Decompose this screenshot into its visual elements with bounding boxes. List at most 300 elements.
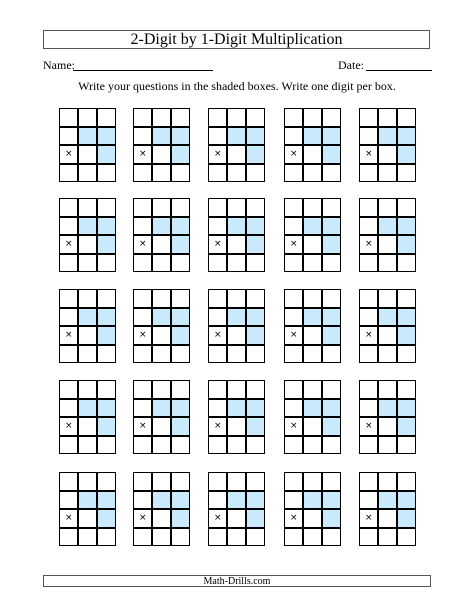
question-digit-box[interactable] bbox=[322, 326, 341, 345]
question-digit-box[interactable] bbox=[171, 417, 190, 436]
digit-box[interactable] bbox=[284, 345, 303, 364]
answer-line bbox=[284, 435, 341, 437]
digit-box[interactable] bbox=[303, 164, 322, 183]
digit-box[interactable] bbox=[284, 127, 303, 146]
digit-box[interactable] bbox=[359, 289, 378, 308]
digit-box[interactable] bbox=[97, 380, 116, 399]
digit-box[interactable] bbox=[133, 380, 152, 399]
answer-line bbox=[284, 163, 341, 165]
digit-box[interactable] bbox=[359, 399, 378, 418]
digit-box[interactable] bbox=[378, 472, 397, 491]
digit-box[interactable] bbox=[284, 399, 303, 418]
digit-box[interactable] bbox=[171, 436, 190, 455]
digit-box[interactable] bbox=[97, 108, 116, 127]
question-digit-box[interactable] bbox=[322, 491, 341, 510]
digit-box[interactable] bbox=[246, 254, 265, 273]
digit-box[interactable] bbox=[78, 254, 97, 273]
question-digit-box[interactable] bbox=[78, 308, 97, 327]
digit-box[interactable] bbox=[378, 380, 397, 399]
problem-grid bbox=[133, 380, 190, 454]
digit-box[interactable] bbox=[59, 308, 78, 327]
digit-box[interactable] bbox=[397, 254, 416, 273]
digit-box[interactable] bbox=[303, 326, 322, 345]
question-digit-box[interactable] bbox=[397, 217, 416, 236]
digit-box[interactable] bbox=[152, 345, 171, 364]
digit-box[interactable] bbox=[133, 528, 152, 547]
digit-box[interactable] bbox=[78, 528, 97, 547]
digit-box[interactable] bbox=[133, 164, 152, 183]
multiply-sign: × bbox=[290, 513, 298, 523]
question-digit-box[interactable] bbox=[227, 308, 246, 327]
answer-line bbox=[59, 435, 116, 437]
digit-box[interactable] bbox=[378, 235, 397, 254]
question-digit-box[interactable] bbox=[246, 399, 265, 418]
digit-box[interactable] bbox=[171, 108, 190, 127]
question-digit-box[interactable] bbox=[246, 145, 265, 164]
digit-box[interactable] bbox=[284, 308, 303, 327]
digit-box[interactable] bbox=[59, 108, 78, 127]
digit-box[interactable] bbox=[322, 528, 341, 547]
answer-line bbox=[359, 253, 416, 255]
digit-box[interactable] bbox=[152, 289, 171, 308]
digit-box[interactable] bbox=[397, 164, 416, 183]
digit-box[interactable] bbox=[133, 491, 152, 510]
digit-box[interactable] bbox=[246, 108, 265, 127]
digit-box[interactable] bbox=[284, 491, 303, 510]
question-digit-box[interactable] bbox=[322, 235, 341, 254]
multiply-sign: × bbox=[139, 239, 147, 249]
question-digit-box[interactable] bbox=[322, 509, 341, 528]
question-digit-box[interactable] bbox=[227, 127, 246, 146]
digit-box[interactable] bbox=[303, 145, 322, 164]
digit-box[interactable] bbox=[59, 164, 78, 183]
question-digit-box[interactable] bbox=[397, 417, 416, 436]
digit-box[interactable] bbox=[78, 417, 97, 436]
digit-box[interactable] bbox=[303, 235, 322, 254]
digit-box[interactable] bbox=[303, 528, 322, 547]
question-digit-box[interactable] bbox=[97, 417, 116, 436]
digit-box[interactable] bbox=[171, 380, 190, 399]
question-digit-box[interactable] bbox=[227, 399, 246, 418]
digit-box[interactable] bbox=[78, 472, 97, 491]
digit-box[interactable] bbox=[284, 472, 303, 491]
digit-box[interactable] bbox=[133, 254, 152, 273]
digit-box[interactable] bbox=[322, 472, 341, 491]
digit-box[interactable] bbox=[359, 164, 378, 183]
digit-box[interactable] bbox=[284, 380, 303, 399]
digit-box[interactable] bbox=[303, 254, 322, 273]
digit-box[interactable] bbox=[303, 509, 322, 528]
digit-box[interactable] bbox=[78, 108, 97, 127]
digit-box[interactable] bbox=[227, 164, 246, 183]
digit-box[interactable] bbox=[78, 164, 97, 183]
digit-box[interactable] bbox=[59, 345, 78, 364]
digit-box[interactable] bbox=[208, 164, 227, 183]
problem-grid bbox=[284, 108, 341, 182]
digit-box[interactable] bbox=[303, 472, 322, 491]
question-digit-box[interactable] bbox=[152, 491, 171, 510]
digit-box[interactable] bbox=[59, 399, 78, 418]
digit-box[interactable] bbox=[97, 345, 116, 364]
digit-box[interactable] bbox=[378, 436, 397, 455]
digit-box[interactable] bbox=[284, 528, 303, 547]
question-digit-box[interactable] bbox=[171, 127, 190, 146]
digit-box[interactable] bbox=[322, 198, 341, 217]
digit-box[interactable] bbox=[378, 254, 397, 273]
digit-box[interactable] bbox=[152, 164, 171, 183]
digit-box[interactable] bbox=[97, 164, 116, 183]
digit-box[interactable] bbox=[284, 289, 303, 308]
digit-box[interactable] bbox=[359, 108, 378, 127]
digit-box[interactable] bbox=[97, 436, 116, 455]
digit-box[interactable] bbox=[322, 345, 341, 364]
digit-box[interactable] bbox=[133, 198, 152, 217]
question-digit-box[interactable] bbox=[322, 127, 341, 146]
digit-box[interactable] bbox=[208, 399, 227, 418]
digit-box[interactable] bbox=[397, 198, 416, 217]
digit-box[interactable] bbox=[97, 198, 116, 217]
question-digit-box[interactable] bbox=[378, 217, 397, 236]
digit-box[interactable] bbox=[227, 436, 246, 455]
digit-box[interactable] bbox=[303, 198, 322, 217]
digit-box[interactable] bbox=[171, 289, 190, 308]
digit-box[interactable] bbox=[208, 491, 227, 510]
question-digit-box[interactable] bbox=[303, 127, 322, 146]
digit-box[interactable] bbox=[78, 380, 97, 399]
digit-box[interactable] bbox=[359, 127, 378, 146]
digit-box[interactable] bbox=[227, 345, 246, 364]
question-digit-box[interactable] bbox=[397, 127, 416, 146]
digit-box[interactable] bbox=[378, 345, 397, 364]
digit-box[interactable] bbox=[227, 145, 246, 164]
digit-box[interactable] bbox=[97, 289, 116, 308]
question-digit-box[interactable] bbox=[171, 308, 190, 327]
digit-box[interactable] bbox=[78, 436, 97, 455]
digit-box[interactable] bbox=[133, 217, 152, 236]
question-digit-box[interactable] bbox=[246, 217, 265, 236]
digit-box[interactable] bbox=[59, 528, 78, 547]
digit-box[interactable] bbox=[322, 254, 341, 273]
question-digit-box[interactable] bbox=[97, 308, 116, 327]
question-digit-box[interactable] bbox=[171, 217, 190, 236]
digit-box[interactable] bbox=[133, 472, 152, 491]
digit-box[interactable] bbox=[133, 308, 152, 327]
digit-box[interactable] bbox=[133, 289, 152, 308]
question-digit-box[interactable] bbox=[97, 491, 116, 510]
question-digit-box[interactable] bbox=[97, 326, 116, 345]
question-digit-box[interactable] bbox=[152, 217, 171, 236]
digit-box[interactable] bbox=[133, 436, 152, 455]
digit-box[interactable] bbox=[284, 436, 303, 455]
digit-box[interactable] bbox=[133, 399, 152, 418]
digit-box[interactable] bbox=[359, 436, 378, 455]
digit-box[interactable] bbox=[59, 198, 78, 217]
digit-box[interactable] bbox=[322, 436, 341, 455]
question-digit-box[interactable] bbox=[397, 145, 416, 164]
digit-box[interactable] bbox=[152, 436, 171, 455]
question-digit-box[interactable] bbox=[97, 509, 116, 528]
digit-box[interactable] bbox=[59, 254, 78, 273]
question-digit-box[interactable] bbox=[322, 217, 341, 236]
digit-box[interactable] bbox=[359, 254, 378, 273]
question-digit-box[interactable] bbox=[397, 509, 416, 528]
question-digit-box[interactable] bbox=[397, 491, 416, 510]
worksheet-title: 2-Digit by 1-Digit Multiplication bbox=[43, 30, 430, 49]
digit-box[interactable] bbox=[246, 472, 265, 491]
digit-box[interactable] bbox=[208, 217, 227, 236]
digit-box[interactable] bbox=[152, 326, 171, 345]
digit-box[interactable] bbox=[227, 417, 246, 436]
question-digit-box[interactable] bbox=[246, 509, 265, 528]
digit-box[interactable] bbox=[171, 472, 190, 491]
digit-box[interactable] bbox=[97, 254, 116, 273]
digit-box[interactable] bbox=[303, 345, 322, 364]
digit-box[interactable] bbox=[171, 528, 190, 547]
question-digit-box[interactable] bbox=[152, 127, 171, 146]
question-digit-box[interactable] bbox=[322, 145, 341, 164]
question-digit-box[interactable] bbox=[378, 399, 397, 418]
digit-box[interactable] bbox=[359, 528, 378, 547]
answer-line bbox=[208, 435, 265, 437]
question-digit-box[interactable] bbox=[322, 399, 341, 418]
digit-box[interactable] bbox=[133, 108, 152, 127]
digit-box[interactable] bbox=[284, 198, 303, 217]
digit-box[interactable] bbox=[59, 491, 78, 510]
digit-box[interactable] bbox=[227, 254, 246, 273]
digit-box[interactable] bbox=[59, 380, 78, 399]
question-digit-box[interactable] bbox=[171, 509, 190, 528]
digit-box[interactable] bbox=[78, 326, 97, 345]
digit-box[interactable] bbox=[78, 145, 97, 164]
digit-box[interactable] bbox=[378, 417, 397, 436]
question-digit-box[interactable] bbox=[397, 399, 416, 418]
question-digit-box[interactable] bbox=[378, 127, 397, 146]
digit-box[interactable] bbox=[208, 436, 227, 455]
digit-box[interactable] bbox=[59, 472, 78, 491]
digit-box[interactable] bbox=[59, 436, 78, 455]
answer-line bbox=[133, 344, 190, 346]
digit-box[interactable] bbox=[284, 254, 303, 273]
digit-box[interactable] bbox=[246, 198, 265, 217]
question-digit-box[interactable] bbox=[303, 308, 322, 327]
problem-grid bbox=[359, 198, 416, 272]
digit-box[interactable] bbox=[208, 380, 227, 399]
answer-line bbox=[59, 344, 116, 346]
digit-box[interactable] bbox=[227, 108, 246, 127]
digit-box[interactable] bbox=[208, 308, 227, 327]
digit-box[interactable] bbox=[208, 345, 227, 364]
digit-box[interactable] bbox=[246, 289, 265, 308]
digit-box[interactable] bbox=[359, 472, 378, 491]
digit-box[interactable] bbox=[284, 217, 303, 236]
problem-grid bbox=[284, 380, 341, 454]
digit-box[interactable] bbox=[246, 380, 265, 399]
digit-box[interactable] bbox=[97, 528, 116, 547]
digit-box[interactable] bbox=[359, 345, 378, 364]
question-digit-box[interactable] bbox=[171, 145, 190, 164]
digit-box[interactable] bbox=[397, 289, 416, 308]
digit-box[interactable] bbox=[378, 528, 397, 547]
question-digit-box[interactable] bbox=[171, 326, 190, 345]
digit-box[interactable] bbox=[246, 164, 265, 183]
digit-box[interactable] bbox=[378, 108, 397, 127]
digit-box[interactable] bbox=[152, 472, 171, 491]
question-digit-box[interactable] bbox=[97, 399, 116, 418]
digit-box[interactable] bbox=[284, 164, 303, 183]
answer-line bbox=[133, 253, 190, 255]
digit-box[interactable] bbox=[397, 528, 416, 547]
digit-box[interactable] bbox=[397, 345, 416, 364]
digit-box[interactable] bbox=[246, 345, 265, 364]
digit-box[interactable] bbox=[303, 436, 322, 455]
question-digit-box[interactable] bbox=[78, 399, 97, 418]
digit-box[interactable] bbox=[378, 198, 397, 217]
question-digit-box[interactable] bbox=[397, 235, 416, 254]
answer-line bbox=[59, 527, 116, 529]
multiply-sign: × bbox=[65, 330, 73, 340]
digit-box[interactable] bbox=[78, 198, 97, 217]
digit-box[interactable] bbox=[133, 345, 152, 364]
digit-box[interactable] bbox=[171, 345, 190, 364]
question-digit-box[interactable] bbox=[171, 235, 190, 254]
digit-box[interactable] bbox=[227, 528, 246, 547]
question-digit-box[interactable] bbox=[227, 217, 246, 236]
digit-box[interactable] bbox=[359, 198, 378, 217]
digit-box[interactable] bbox=[152, 254, 171, 273]
digit-box[interactable] bbox=[303, 289, 322, 308]
digit-box[interactable] bbox=[322, 164, 341, 183]
question-digit-box[interactable] bbox=[152, 399, 171, 418]
digit-box[interactable] bbox=[208, 127, 227, 146]
digit-box[interactable] bbox=[303, 108, 322, 127]
digit-box[interactable] bbox=[246, 436, 265, 455]
digit-box[interactable] bbox=[322, 380, 341, 399]
digit-box[interactable] bbox=[59, 127, 78, 146]
question-digit-box[interactable] bbox=[78, 491, 97, 510]
multiply-sign: × bbox=[65, 149, 73, 159]
digit-box[interactable] bbox=[208, 472, 227, 491]
problem-grid bbox=[133, 108, 190, 182]
answer-line bbox=[133, 435, 190, 437]
multiply-sign: × bbox=[65, 513, 73, 523]
question-digit-box[interactable] bbox=[78, 217, 97, 236]
digit-box[interactable] bbox=[152, 198, 171, 217]
digit-box[interactable] bbox=[97, 472, 116, 491]
question-digit-box[interactable] bbox=[303, 399, 322, 418]
digit-box[interactable] bbox=[78, 509, 97, 528]
digit-box[interactable] bbox=[378, 326, 397, 345]
digit-box[interactable] bbox=[152, 380, 171, 399]
digit-box[interactable] bbox=[208, 289, 227, 308]
digit-box[interactable] bbox=[152, 417, 171, 436]
question-digit-box[interactable] bbox=[97, 235, 116, 254]
question-digit-box[interactable] bbox=[378, 308, 397, 327]
question-digit-box[interactable] bbox=[152, 308, 171, 327]
question-digit-box[interactable] bbox=[303, 217, 322, 236]
digit-box[interactable] bbox=[227, 235, 246, 254]
question-digit-box[interactable] bbox=[227, 491, 246, 510]
question-digit-box[interactable] bbox=[246, 326, 265, 345]
digit-box[interactable] bbox=[397, 380, 416, 399]
digit-box[interactable] bbox=[59, 217, 78, 236]
answer-line bbox=[359, 527, 416, 529]
digit-box[interactable] bbox=[152, 235, 171, 254]
digit-box[interactable] bbox=[378, 509, 397, 528]
question-digit-box[interactable] bbox=[322, 417, 341, 436]
digit-box[interactable] bbox=[78, 289, 97, 308]
digit-box[interactable] bbox=[133, 127, 152, 146]
digit-box[interactable] bbox=[397, 472, 416, 491]
digit-box[interactable] bbox=[378, 289, 397, 308]
digit-box[interactable] bbox=[78, 345, 97, 364]
digit-box[interactable] bbox=[171, 254, 190, 273]
digit-box[interactable] bbox=[152, 509, 171, 528]
question-digit-box[interactable] bbox=[378, 491, 397, 510]
digit-box[interactable] bbox=[378, 145, 397, 164]
digit-box[interactable] bbox=[152, 528, 171, 547]
question-digit-box[interactable] bbox=[303, 491, 322, 510]
digit-box[interactable] bbox=[152, 145, 171, 164]
digit-box[interactable] bbox=[208, 528, 227, 547]
digit-box[interactable] bbox=[359, 217, 378, 236]
question-digit-box[interactable] bbox=[397, 308, 416, 327]
digit-box[interactable] bbox=[227, 326, 246, 345]
digit-box[interactable] bbox=[152, 108, 171, 127]
question-digit-box[interactable] bbox=[246, 491, 265, 510]
digit-box[interactable] bbox=[322, 108, 341, 127]
question-digit-box[interactable] bbox=[397, 326, 416, 345]
digit-box[interactable] bbox=[208, 254, 227, 273]
digit-box[interactable] bbox=[378, 164, 397, 183]
digit-box[interactable] bbox=[227, 509, 246, 528]
question-digit-box[interactable] bbox=[78, 127, 97, 146]
question-digit-box[interactable] bbox=[246, 235, 265, 254]
digit-box[interactable] bbox=[397, 108, 416, 127]
digit-box[interactable] bbox=[171, 164, 190, 183]
digit-box[interactable] bbox=[208, 198, 227, 217]
multiply-sign: × bbox=[139, 149, 147, 159]
digit-box[interactable] bbox=[78, 235, 97, 254]
digit-box[interactable] bbox=[359, 380, 378, 399]
digit-box[interactable] bbox=[397, 436, 416, 455]
digit-box[interactable] bbox=[227, 289, 246, 308]
question-digit-box[interactable] bbox=[97, 145, 116, 164]
question-digit-box[interactable] bbox=[97, 217, 116, 236]
question-digit-box[interactable] bbox=[246, 127, 265, 146]
question-digit-box[interactable] bbox=[171, 491, 190, 510]
digit-box[interactable] bbox=[227, 472, 246, 491]
digit-box[interactable] bbox=[284, 108, 303, 127]
digit-box[interactable] bbox=[359, 308, 378, 327]
digit-box[interactable] bbox=[227, 380, 246, 399]
digit-box[interactable] bbox=[227, 198, 246, 217]
name-label: Name: bbox=[43, 58, 75, 72]
answer-line bbox=[208, 527, 265, 529]
question-digit-box[interactable] bbox=[246, 308, 265, 327]
digit-box[interactable] bbox=[322, 289, 341, 308]
digit-box[interactable] bbox=[246, 528, 265, 547]
question-digit-box[interactable] bbox=[246, 417, 265, 436]
question-digit-box[interactable] bbox=[97, 127, 116, 146]
digit-box[interactable] bbox=[171, 198, 190, 217]
digit-box[interactable] bbox=[303, 417, 322, 436]
digit-box[interactable] bbox=[59, 289, 78, 308]
digit-box[interactable] bbox=[208, 108, 227, 127]
question-digit-box[interactable] bbox=[171, 399, 190, 418]
digit-box[interactable] bbox=[303, 380, 322, 399]
digit-box[interactable] bbox=[359, 491, 378, 510]
question-digit-box[interactable] bbox=[322, 308, 341, 327]
